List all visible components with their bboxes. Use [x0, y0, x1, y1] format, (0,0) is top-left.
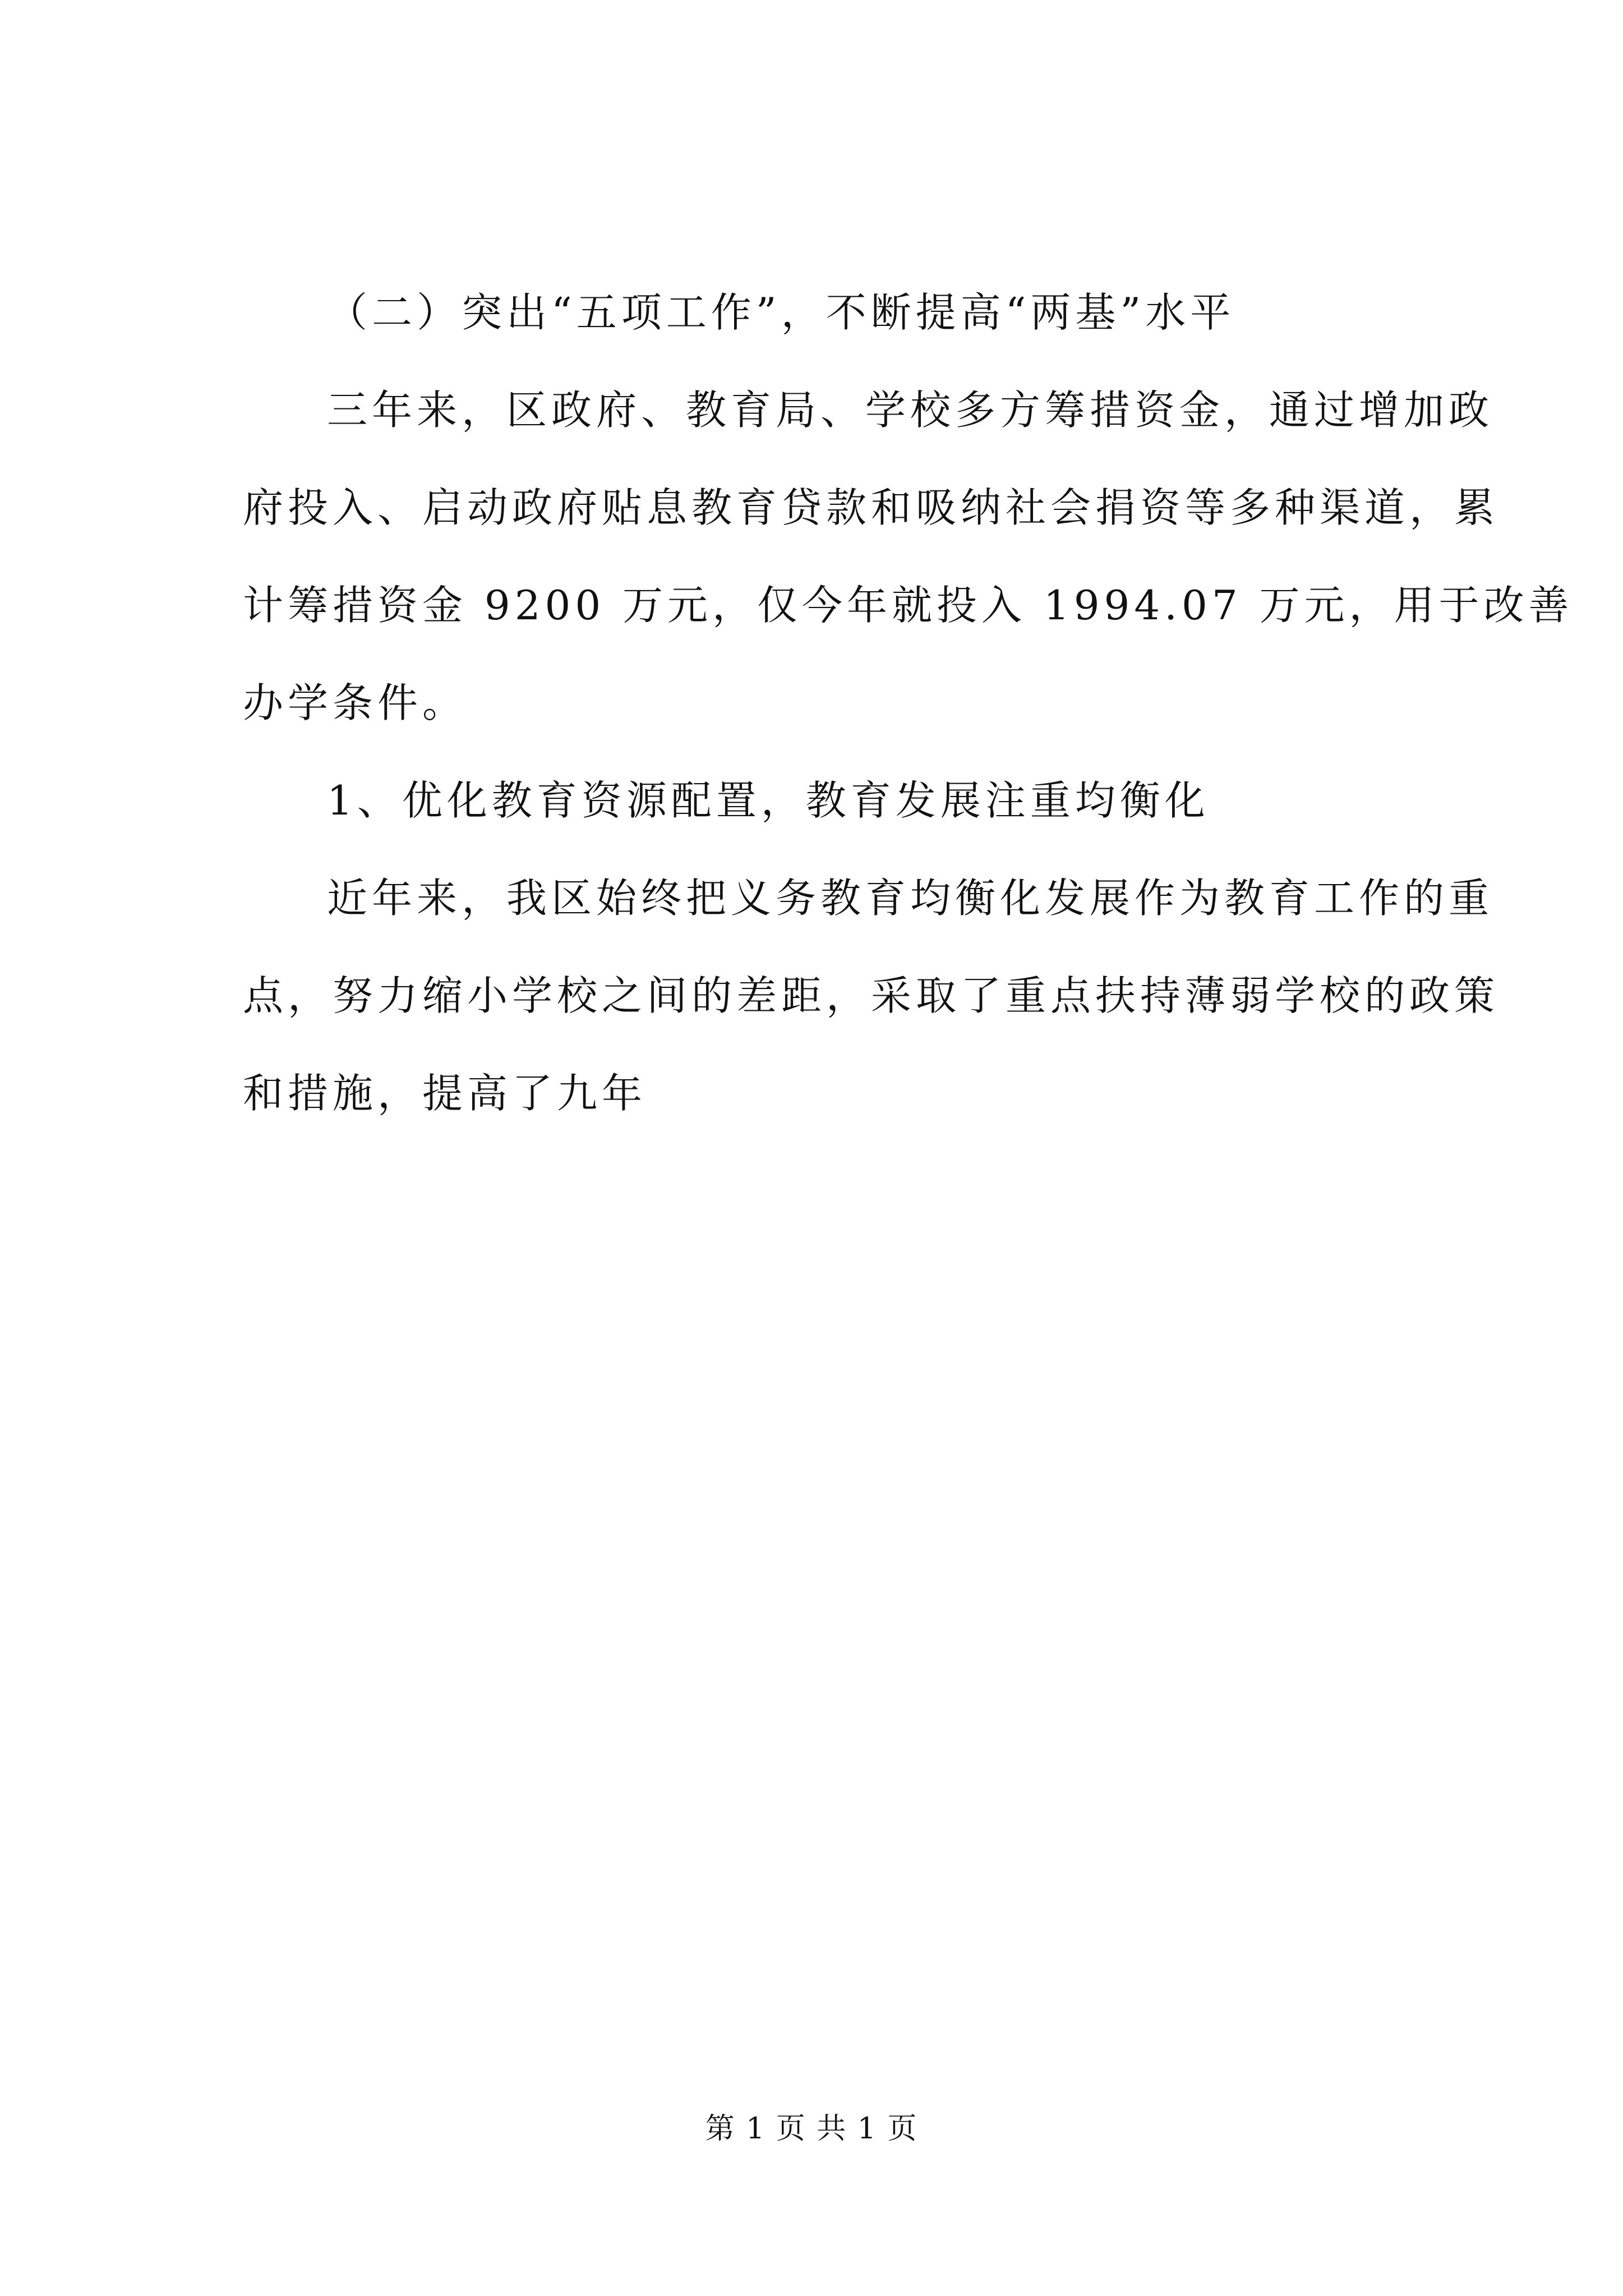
page-footer: 第 1 页 共 1 页: [705, 2112, 918, 2146]
paragraph-line: 办学条件。: [243, 679, 468, 726]
paragraph-line: 府投入、启动政府贴息教育贷款和吸纳社会捐资等多种渠道，累: [243, 484, 1500, 531]
paragraph-line: 点，努力缩小学校之间的差距，采取了重点扶持薄弱学校的政策: [243, 972, 1500, 1019]
paragraph-line: 和措施，提高了九年: [243, 1070, 647, 1117]
document-body: [243, 264, 1574, 1142]
paragraph-line: 三年来，区政府、教育局、学校多方筹措资金，通过增加政: [327, 386, 1494, 434]
paragraph-line: 近年来，我区始终把义务教育均衡化发展作为教育工作的重: [327, 875, 1494, 922]
subsection-heading: 1、优化教育资源配置，教育发展注重均衡化: [327, 777, 1210, 824]
section-heading: （二）突出“五项工作”，不断提高“两基”水平: [327, 289, 1235, 336]
paragraph-line: 计筹措资金 9200 万元，仅今年就投入 1994.07 万元，用于改善: [243, 582, 1574, 629]
